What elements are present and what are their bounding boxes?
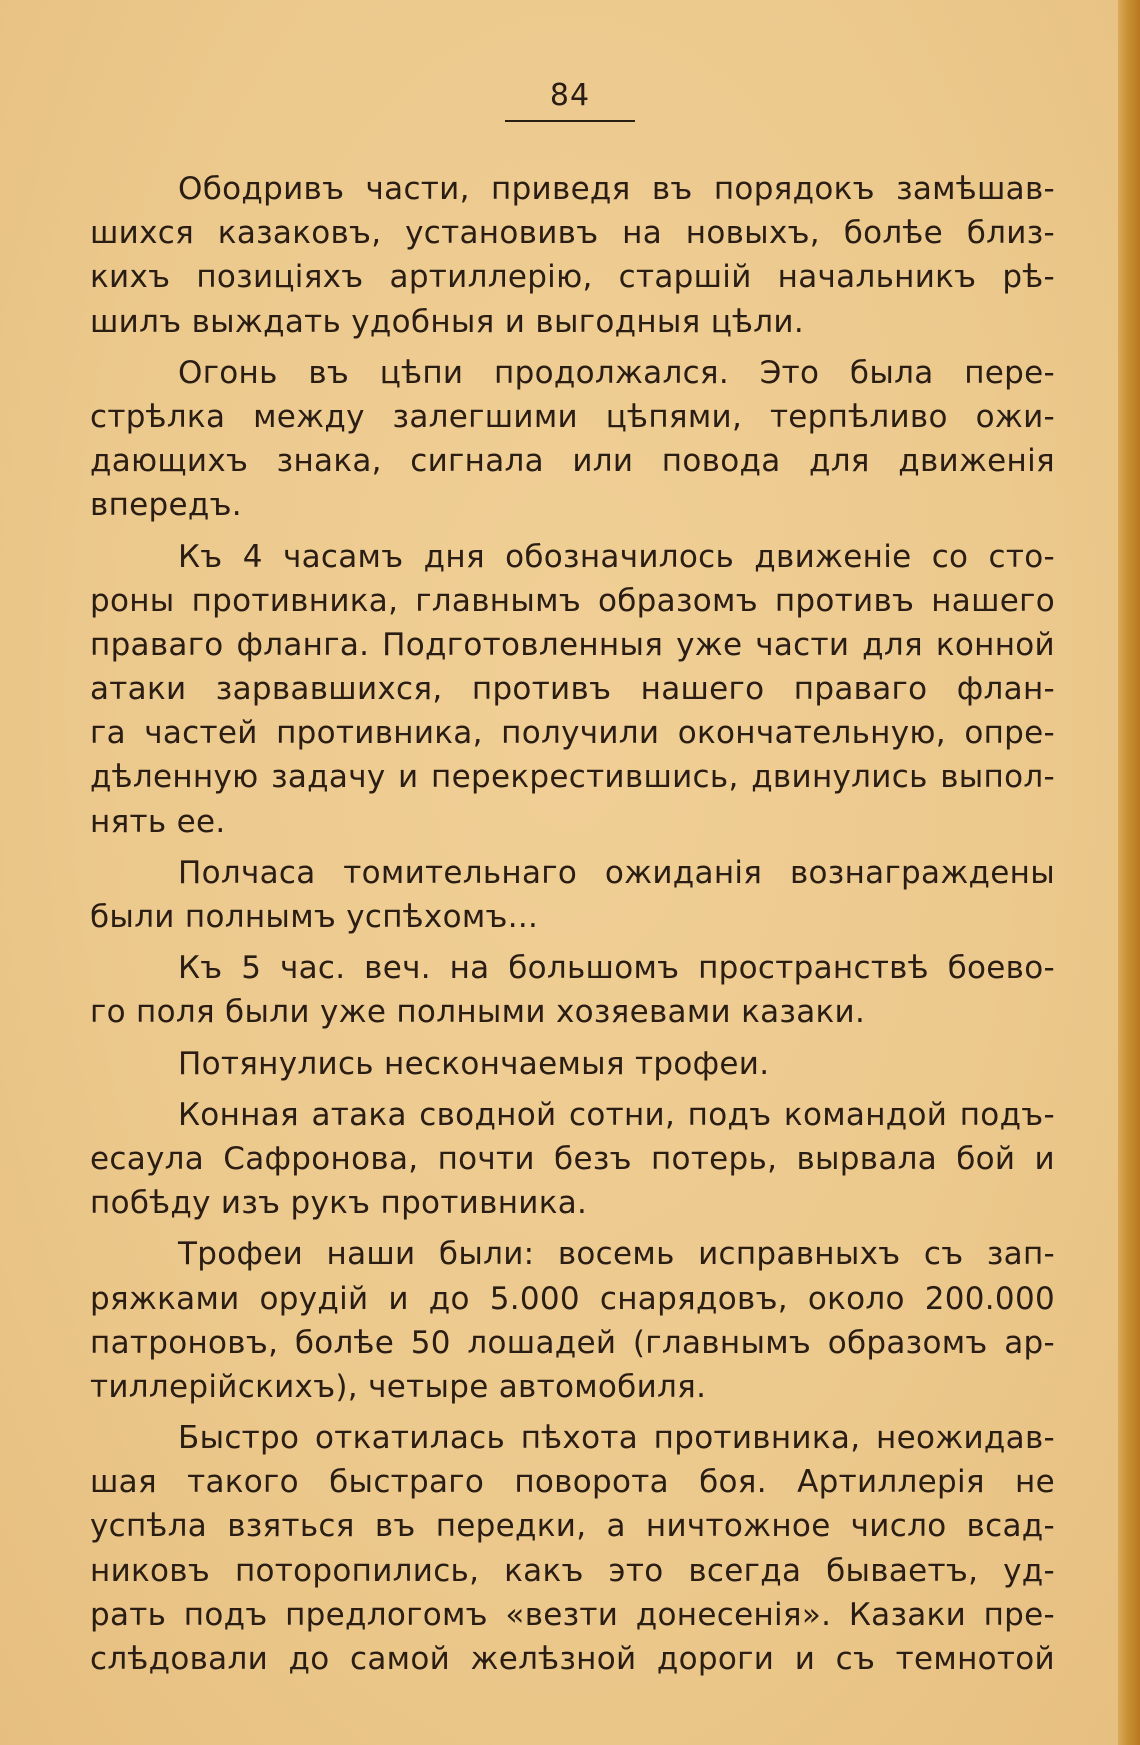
text-line: патроновъ, болѣе 50 лошадей (главнымъ образомъ ар- [90,1324,1055,1361]
paragraph [90,1093,1055,1226]
paragraph [90,851,1055,939]
text-line: Быстро откатилась пѣхота противника, неожидав- [178,1420,1055,1457]
text-line: га частей противника, получили окончательную, опре- [90,715,1055,752]
text-line: слѣдовали до самой желѣзной дороги и съ темнотой [90,1641,1055,1677]
text-line: успѣла взяться въ передки, а ничтожное число всад- [90,1508,1055,1545]
text-line: Къ 4 часамъ дня обозначилось движеніе со сто- [178,538,1055,575]
text-line: есаула Сафронова, почти безъ потерь, вырвала бой и [90,1140,1055,1177]
text-line: праваго фланга. Подготовленныя уже части для конной [90,626,1055,663]
text-line: рать подъ предлогомъ «везти донесенія». Казаки пре- [90,1596,1055,1633]
text-line: тиллерійскихъ), четыре автомобиля. [90,1368,707,1405]
text-line: Ободривъ части, приведя въ порядокъ замѣшав- [178,171,1055,207]
paragraph [90,1416,1055,1681]
text-line: шилъ выждать удобныя и выгодныя цѣли. [90,303,805,340]
page-number-rule [505,120,635,122]
text-line: Трофеи наши были: восемь исправныхъ съ зап- [178,1236,1055,1273]
text-line: Огонь въ цѣпи продолжался. Это была пере- [178,354,1055,391]
page-edge [1118,0,1140,1745]
paragraph [90,351,1055,528]
text-line: нять ее. [90,803,226,840]
text-line: Конная атака сводной сотни, подъ командой подъ- [178,1096,1055,1133]
page-number: 84 [549,78,591,113]
text-line: Полчаса томительнаго ожиданія вознаграждены [178,854,1055,891]
text-line: шихся казаковъ, установивъ на новыхъ, болѣе близ- [90,215,1055,252]
text-line: были полнымъ успѣхомъ... [90,899,539,935]
text-line: го поля были уже полными хозяевами казаки. [90,994,866,1031]
text-line: ряжками орудій и до 5.000 снарядовъ, около 200.000 [90,1280,1055,1317]
text-line: шая такого быстраго поворота боя. Артиллерія не [90,1464,1055,1501]
text-line: кихъ позиціяхъ артиллерію, старшій начальникъ рѣ- [90,259,1055,296]
text-line: атаки зарвавшихся, противъ нашего праваго флан- [90,671,1055,708]
text-line: впередъ. [90,487,242,524]
text-line: Потянулись нескончаемыя трофеи. [178,1045,770,1082]
paragraph [90,946,1055,1034]
body-text [90,167,1055,1688]
text-line: никовъ поторопились, какъ это всегда бываетъ, уд- [90,1552,1055,1589]
paragraph [90,1232,1055,1409]
text-line: побѣду изъ рукъ противника. [90,1185,588,1222]
text-line: Къ 5 час. веч. на большомъ пространствѣ боево- [178,950,1055,987]
text-line: роны противника, главнымъ образомъ противъ нашего [90,582,1055,619]
text-line: дѣленную задачу и перекрестившись, двинулись выпол- [90,759,1055,796]
paragraph [90,167,1055,344]
text-line: дающихъ знака, сигнала или повода для движенія [90,443,1055,480]
text-line: стрѣлка между залегшими цѣпями, терпѣливо ожи- [90,398,1055,435]
paragraph [90,1042,1055,1086]
paragraph [90,535,1055,844]
